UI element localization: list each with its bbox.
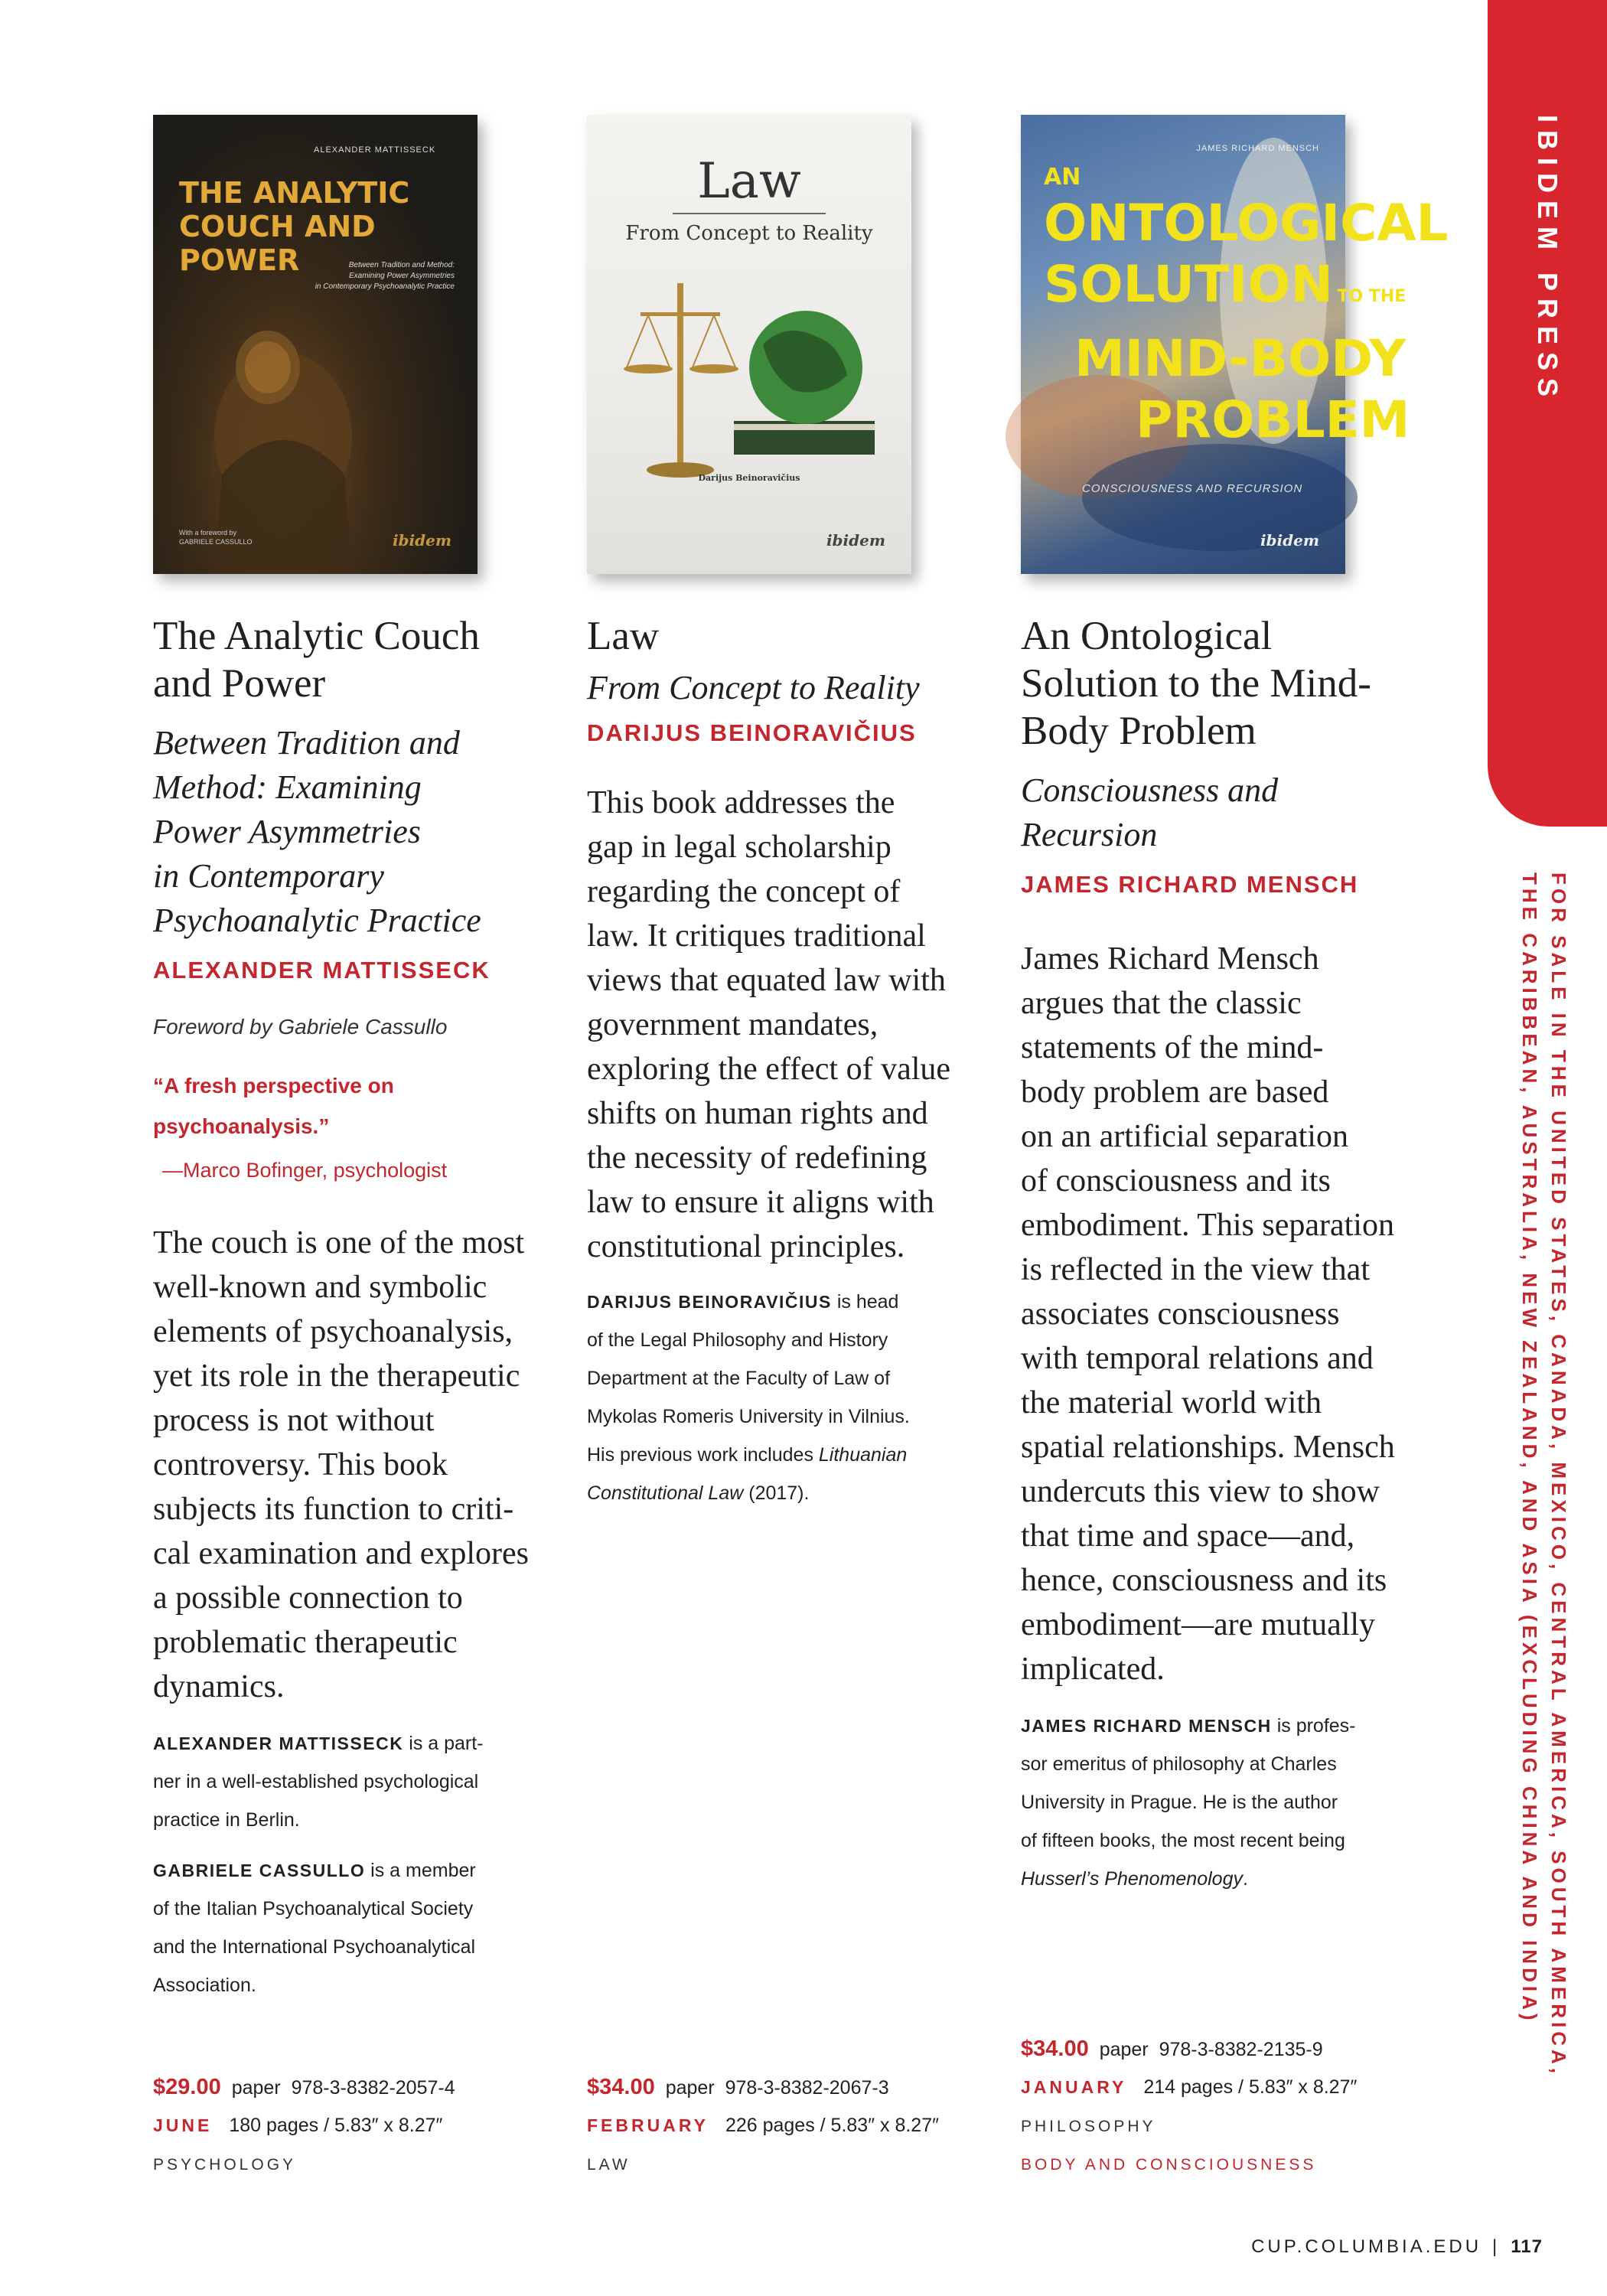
book-entry-law: [587, 115, 985, 1512]
book-title: The Analytic Couch and Power: [153, 614, 480, 706]
page-footer: CUP.COLUMBIA.EDU | 117: [1251, 2236, 1543, 2257]
book-subject: LAW: [587, 2156, 631, 2174]
cover-foreword: With a foreword by GABRIELE CASSULLO: [179, 529, 253, 546]
book-cover-analytic-couch: [153, 115, 478, 574]
author-bio: ALEXANDER MATTISSECK is a part- ner in a well-established psychological practice in Berlin.: [153, 1733, 484, 1831]
book-cover-ontological-solution: [1021, 115, 1449, 574]
cover-author: JAMES RICHARD MENSCH: [1196, 144, 1319, 153]
pub-month: FEBRUARY: [587, 2115, 709, 2135]
book-author: JAMES RICHARD MENSCH: [1021, 871, 1359, 898]
cover-subtitle: CONSCIOUSNESS AND RECURSION: [1082, 482, 1303, 495]
cover-scales-globe-illustration: [587, 115, 911, 574]
book-isbn: 978-3-8382-2067-3: [725, 2077, 889, 2099]
cover-author: ALEXANDER MATTISSECK: [314, 145, 436, 155]
review-quote-source: —Marco Bofinger, psychologist: [162, 1159, 448, 1182]
book-entry-analytic-couch: [153, 115, 551, 2004]
cover-title: THE ANALYTIC COUCH AND POWER: [179, 176, 410, 277]
book-subtitle: From Concept to Reality: [587, 669, 920, 706]
foreword-author-bio: GABRIELE CASSULLO is a member of the Italian Psychoanalytical Society and the International Psychoanalytical Association.: [153, 1860, 476, 1996]
book-author: DARIJUS BEINORAVIČIUS: [587, 719, 917, 746]
pub-month: JANUARY: [1021, 2077, 1127, 2097]
book-price: $34.00: [1021, 2037, 1089, 2061]
book-price: $29.00: [153, 2075, 221, 2099]
book-pub-info-ontological-solution: $34.00 paper 978-3-8382-2135-9 JANUARY 214 pages / 5.83″ x 8.27″ PHILOSOPHY BODY AND CONSCIOUSNESS: [1021, 2037, 1358, 2174]
book-subject: PSYCHOLOGY: [153, 2156, 297, 2174]
book-cover-law: [587, 115, 911, 574]
cover-subtitle: From Concept to Reality: [625, 222, 873, 245]
book-foreword: Foreword by Gabriele Cassullo: [153, 1015, 448, 1039]
book-author: ALEXANDER MATTISSECK: [153, 957, 491, 983]
cover-publisher-logo: ibidem: [392, 531, 451, 550]
pub-month: JUNE: [153, 2115, 213, 2135]
book-specs: 214 pages / 5.83″ x 8.27″: [1143, 2076, 1358, 2098]
book-description: The couch is one of the most well-known and symbolic elements of psychoanalysis, yet its role in the therapeutic process is not without controversy. This book subjects its function to criti- cal examination and explores a possible connection to problematic therapeutic dynamics.: [153, 1225, 529, 1704]
book-subject-secondary: BODY AND CONSCIOUSNESS: [1021, 2156, 1317, 2174]
book-pub-info-law: $34.00 paper 978-3-8382-2067-3 FEBRUARY 226 pages / 5.83″ x 8.27″ LAW: [587, 2075, 939, 2174]
publisher-tab-label: IBIDEM PRESS: [1532, 115, 1563, 405]
page-number: 117: [1511, 2236, 1543, 2257]
cover-subtitle: Between Tradition and Method: Examining Power Asymmetries in Contemporary Psychoanalytic Practice: [315, 261, 455, 291]
book-subject: PHILOSOPHY: [1021, 2118, 1156, 2135]
book-description: This book addresses the gap in legal scholarship regarding the concept of law. It critiques traditional views that equated law with government mandates, exploring the effect of value shifts on human rights and the necessity of redefining law to ensure it aligns with constitutional principles.: [587, 785, 951, 1264]
book-price: $34.00: [587, 2075, 655, 2099]
book-title: Law: [587, 614, 660, 658]
cover-title: Law: [697, 153, 801, 210]
review-quote: “A fresh perspective on psychoanalysis.”: [153, 1074, 394, 1138]
book-subtitle: Between Tradition and Method: Examining Power Asymmetries in Contemporary Psychoanalytic Practice: [153, 724, 481, 939]
book-description: James Richard Mensch argues that the classic statements of the mind- body problem are based on an artificial separation of consciousness and its embodiment. This separation is reflected in the view that associates consciousness with temporal relations and the material world with spatial relationships. Mensch undercuts this view to show that time and space—and, hence, consciousness and its embodiment—are mutually implicated.: [1021, 941, 1395, 1687]
author-bio: JAMES RICHARD MENSCH is profes- sor emeritus of philosophy at Charles University in Prague. He is the author of fifteen books, the most recent being Husserl’s Phenomenology.: [1021, 1715, 1356, 1890]
book-specs: 180 pages / 5.83″ x 8.27″: [229, 2115, 443, 2136]
footer-site-link[interactable]: CUP.COLUMBIA.EDU: [1251, 2236, 1482, 2257]
author-bio: DARIJUS BEINORAVIČIUS is head of the Legal Philosophy and History Department at the Faculty of Law of Mykolas Romeris University in Vilnius. His previous work includes Lithuanian Constitutional Law (2017).: [587, 1291, 910, 1504]
book-specs: 226 pages / 5.83″ x 8.27″: [725, 2115, 939, 2136]
cover-publisher-logo: ibidem: [1260, 531, 1319, 550]
book-pub-info-analytic-couch: $29.00 paper 978-3-8382-2057-4 JUNE 180 pages / 5.83″ x 8.27″ PSYCHOLOGY: [153, 2075, 455, 2174]
book-isbn: 978-3-8382-2057-4: [291, 2077, 455, 2099]
cover-title: AN ONTOLOGICAL SOLUTION TO THE MIND-BODY PROBLEM: [1044, 164, 1449, 449]
book-entry-ontological-solution: [1021, 115, 1449, 1898]
book-isbn: 978-3-8382-2135-9: [1159, 2039, 1323, 2060]
cover-author: Darijus Beinoravičius: [698, 473, 800, 483]
sales-territory: FOR SALE IN THE UNITED STATES, CANADA, MEXICO, CENTRAL AMERICA, SOUTH AMERICA, THE CARIBBEAN, AUSTRALIA, NEW ZEALAND, AND ASIA (EXCLUDING CHINA AND INDIA): [1518, 872, 1570, 2077]
book-subtitle: Consciousness and Recursion: [1021, 771, 1279, 853]
cover-publisher-logo: ibidem: [826, 531, 885, 550]
book-title: An Ontological Solution to the Mind- Body Problem: [1021, 614, 1371, 753]
